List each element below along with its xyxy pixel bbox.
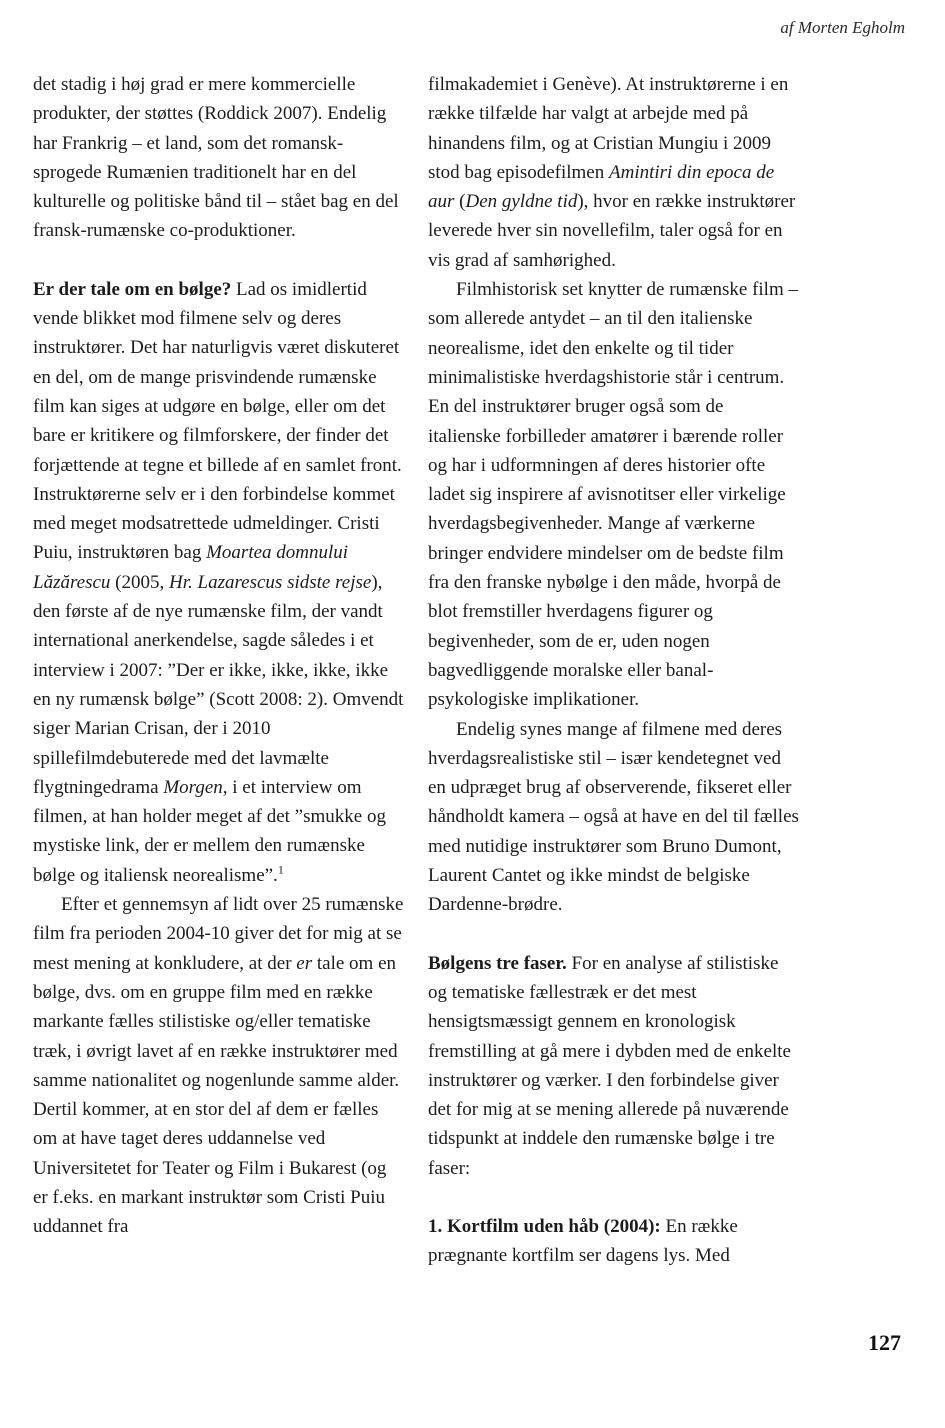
text-run: For en analyse af stilistiske og tematiske fællestræk er det mest hensigtsmæssigt gennem en kronologisk fremstilling at gå mere i dybden med de enkelte instruktører og værker. I den forbindelse giver det for mig at se mening allerede på nuværende tidspunkt at inddele den rumænske bølge i tre faser:: [428, 952, 791, 1179]
text-run: Lad os imidlertid vende blikket mod filmene selv og deres instruktører. Det har naturligvis været diskuteret en del, om de mange prisvindende rumænske film kan siges at udgøre en bølge, eller om det bare er kritikere og filmforskere, der finder det forjættende at tegne et billede af en samlet front. Instruktørerne selv er i den forbindelse kommet med meget modsatrettede udmeldinger. Cristi Puiu, instruktøren bag: [33, 278, 402, 564]
section-heading-phase-1: 1. Kortfilm uden håb (2004):: [428, 1215, 661, 1237]
text-run: , i et interview om filmen, at han holder meget af det ”smukke og mystiske link, der er mellem den rumænske bølge og italiensk neorealisme”.: [33, 776, 386, 886]
right-paragraph-4: [428, 949, 800, 1183]
text-run: ), den første af de nye rumænske film, der vandt international anerkendelse, sagde således i et interview i 2007: ”Der er ikke, ikke, ikke, ikke en ny rumænsk bølge” (Scott 2008: 2). Omvendt siger Marian Crisan, der i 2010 spillefilmdebuterede med det lavmælte flygtningedrama: [33, 571, 404, 798]
section-heading-phases: Bølgens tre faser.: [428, 952, 567, 974]
film-title: Den gyldne tid: [465, 191, 578, 213]
text-run: filmakademiet i Genève). At instruktørerne i en række tilfælde har valgt at arbejde med på hinandens film, og at Cristian Mungiu i 2009 stod bag episodefilmen: [428, 74, 789, 183]
right-paragraph-1: [428, 70, 800, 275]
page-number: 127: [868, 1330, 901, 1355]
right-paragraph-5: [428, 1212, 800, 1271]
left-column: [33, 70, 405, 1242]
emphasis: er: [296, 952, 313, 974]
text-run: tale om en bølge, dvs. om en gruppe film med en række markante fælles stilistiske og/eller tematiske træk, i øvrigt lavet af en række instruktører med samme nationalitet og nogenlunde samme alder. Dertil kommer, at en stor del af dem er fælles om at have taget deres uddannelse ved Universitetet for Teater og Film i Bukarest (og er f.eks. en markant instruktør som Cristi Puiu uddannet fra: [33, 952, 400, 1238]
text-run: (: [454, 191, 466, 213]
text-run: ), hvor en række instruktører leverede hver sin novellefilm, taler også for en vis grad af samhørighed.: [428, 191, 796, 271]
film-title: Hr. Lazarescus sidste rejse: [169, 571, 372, 593]
film-title: Amintiri din epoca de aur: [428, 161, 775, 213]
left-paragraph-3: [33, 890, 405, 1242]
film-title: Morgen: [163, 776, 223, 798]
text-run: En række prægnante kortfilm ser dagens lys. Med: [428, 1215, 738, 1267]
right-paragraph-3: Endelig synes mange af filmene med deres hverdagsrealistiske stil – især kendetegnet ved en udpræget brug af observerende, fikseret eller håndholdt kamera – også at have en del til fælles med nutidige instruktører som Bruno Dumont, Laurent Cantet og ikke mindst de belgiske Dardenne-brødre.: [428, 718, 799, 916]
footnote-marker: 1: [277, 862, 284, 877]
section-heading-wave: Er der tale om en bølge?: [33, 278, 232, 300]
running-head: af Morten Egholm: [780, 18, 905, 37]
text-run: Efter et gennemsyn af lidt over 25 rumænske film fra perioden 2004-10 giver det for mig at se mest mening at konkludere, at der: [33, 894, 404, 974]
right-column: [428, 70, 800, 1271]
left-paragraph-2: [33, 275, 405, 890]
film-title: Moartea domnului Lăzărescu: [33, 542, 349, 593]
text-run: (2005,: [110, 571, 169, 593]
left-paragraph-1: det stadig i høj grad er mere kommercielle produkter, der støttes (Roddick 2007). Endelig har Frankrig – et land, som det romansk-sprogede Rumænien traditionelt har en del kulturelle og politiske bånd til – stået bag en del fransk-rumænske co-produktioner.: [33, 74, 399, 242]
right-paragraph-2: Filmhistorisk set knytter de rumænske film – som allerede antydet – an til den italienske neorealisme, idet den enkelte og til tider minimalistiske hverdagshistorie står i centrum. En del instruktører bruger også som de italienske forbilleder amatører i bærende roller og har i udformningen af deres historier ofte ladet sig inspirere af avisnotitser eller virkelige hverdagsbegivenheder. Mange af værkerne bringer endvidere mindelser om de bedste film fra den franske nybølge i den måde, hvorpå de blot fremstiller hverdagens figurer og begivenheder, som de er, uden nogen bagvedliggende moralske eller banal-psykologiske implikationer.: [428, 279, 798, 711]
